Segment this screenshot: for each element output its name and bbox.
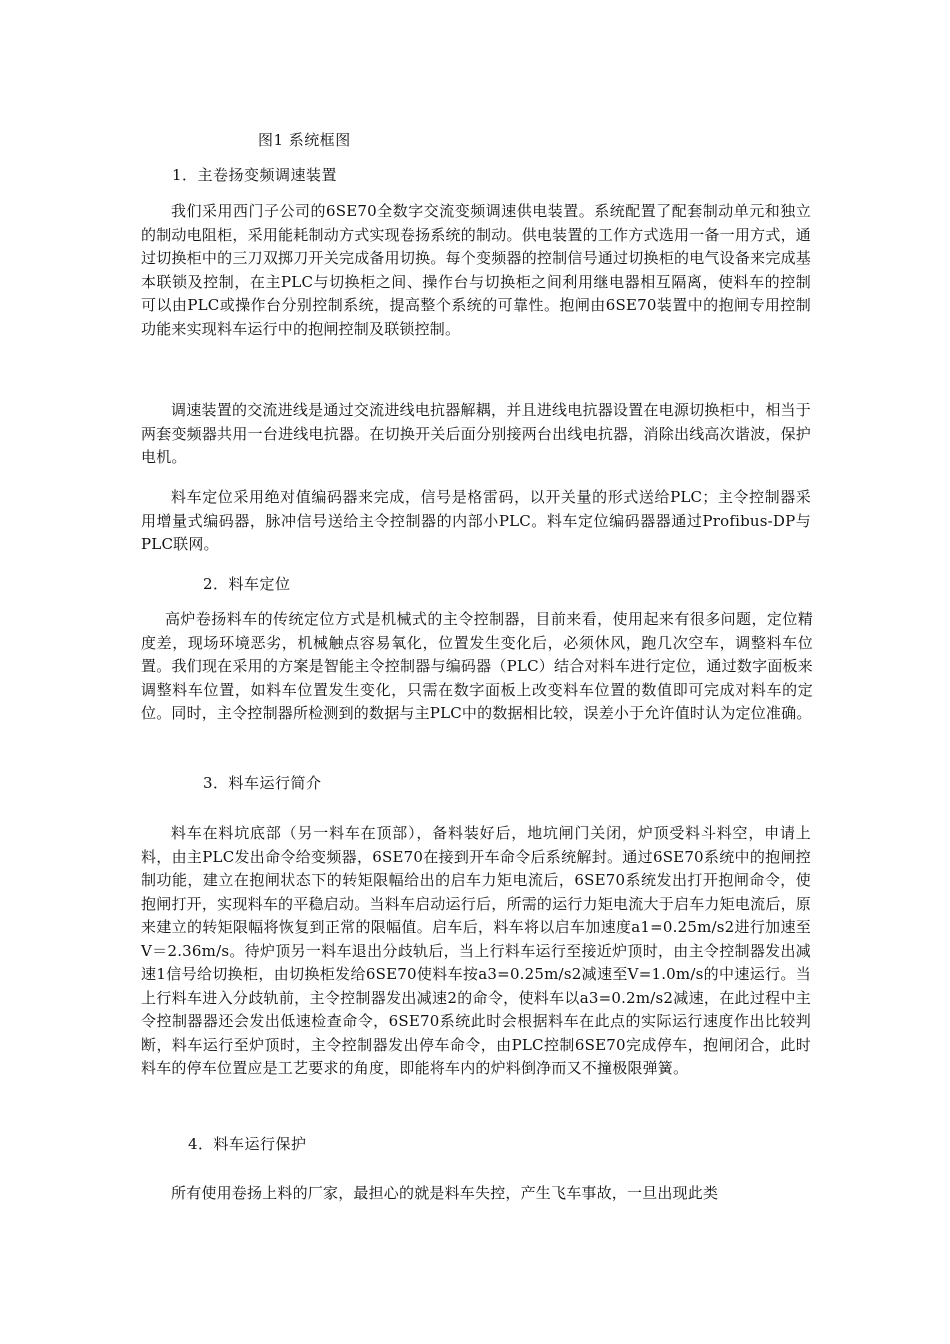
section-heading-1: 1．主卷扬变频调速装置 [172, 166, 338, 184]
section-heading-4: 4．料车运行保护 [188, 1135, 307, 1153]
section-heading-2: 2．料车定位 [203, 575, 291, 593]
paragraph: 料车在料坑底部（另一料车在顶部），备料装好后，地坑闸门关闭，炉顶受料斗料空，申请上料，由主PLC发出命令给变频器，6SE70在接到开车命令后系统解封。通过6SE70系统中的抱闸控制功能，建立在抱闸状态下的转矩限幅给出的启车力矩电流后，6SE70系统发出打开抱闸命令，使抱闸打开，实现料车的平稳启动。当料车启动运行后，所需的运行力矩电流大于启车力矩电流后，原来建立的转矩限幅将恢复到正常的限幅值。启车后，料车将以启车加速度a1=0.25m/s2进行加速至V＝2.36m/s。待炉顶另一料车退出分歧轨后，当上行料车运行至接近炉顶时，由主令控制器发出减速1信号给切换柜，由切换柜发给6SE70使料车按a3=0.25m/s2减速至V=1.0m/s的中速运行。当上行料车进入分歧轨前，主令控制器发出减速2的命令，使料车以a3=0.2m/s2减速，在此过程中主令控制器器还会发出低速检查命令，6SE70系统此时会根据料车在此点的实际运行速度作出比较判断，料车运行至炉顶时，主令控制器发出停车命令，由PLC控制6SE70完成停车，抱闸闭合，此时料车的停车位置应是工艺要求的角度，即能将车内的炉料倒净而又不撞极限弹簧。 [141, 824, 811, 1077]
paragraph: 所有使用卷扬上料的厂家，最担心的就是料车失控，产生飞车事故，一旦出现此类 [171, 1184, 719, 1202]
paragraph: 调速装置的交流进线是通过交流进线电抗器解耦，并且进线电抗器设置在电源切换柜中，相当于两套变频器共用一台进线电抗器。在切换开关后面分别接两台出线电抗器，消除出线高次谐波，保护电机。 [141, 401, 811, 466]
paragraph: 我们采用西门子公司的6SE70全数字交流变频调速供电装置。系统配置了配套制动单元和独立的制动电阻柜，采用能耗制动方式实现卷扬系统的制动。供电装置的工作方式选用一备一用方式，通过切换柜中的三刀双掷刀开关完成备用切换。每个变频器的控制信号通过切换柜的电气设备来完成基本联锁及控制，在主PLC与切换柜之间、操作台与切换柜之间利用继电器相互隔离，使料车的控制可以由PLC或操作台分别控制系统，提高整个系统的可靠性。抱闸由6SE70装置中的抱闸专用控制功能来实现料车运行中的抱闸控制及联锁控制。 [141, 202, 811, 338]
paragraph: 料车定位采用绝对值编码器来完成，信号是格雷码，以开关量的形式送给PLC；主令控制器采用增量式编码器，脉冲信号送给主令控制器的内部小PLC。料车定位编码器器通过Profibus-DP与PLC联网。 [141, 488, 811, 553]
figure-caption: 图1 系统框图 [258, 131, 351, 149]
section-heading-3: 3．料车运行简介 [203, 774, 322, 792]
paragraph: 高炉卷扬料车的传统定位方式是机械式的主令控制器，目前来看，使用起来有很多问题，定位精度差，现场环境恶劣，机械触点容易氧化，位置发生变化后，必须休风，跑几次空车，调整料车位置。我们现在采用的方案是智能主令控制器与编码器（PLC）结合对料车进行定位，通过数字面板来调整料车位置，如料车位置发生变化，只需在数字面板上改变料车位置的数值即可完成对料车的定位。同时，主令控制器所检测到的数据与主PLC中的数据相比较，误差小于允许值时认为定位准确。 [141, 610, 813, 722]
